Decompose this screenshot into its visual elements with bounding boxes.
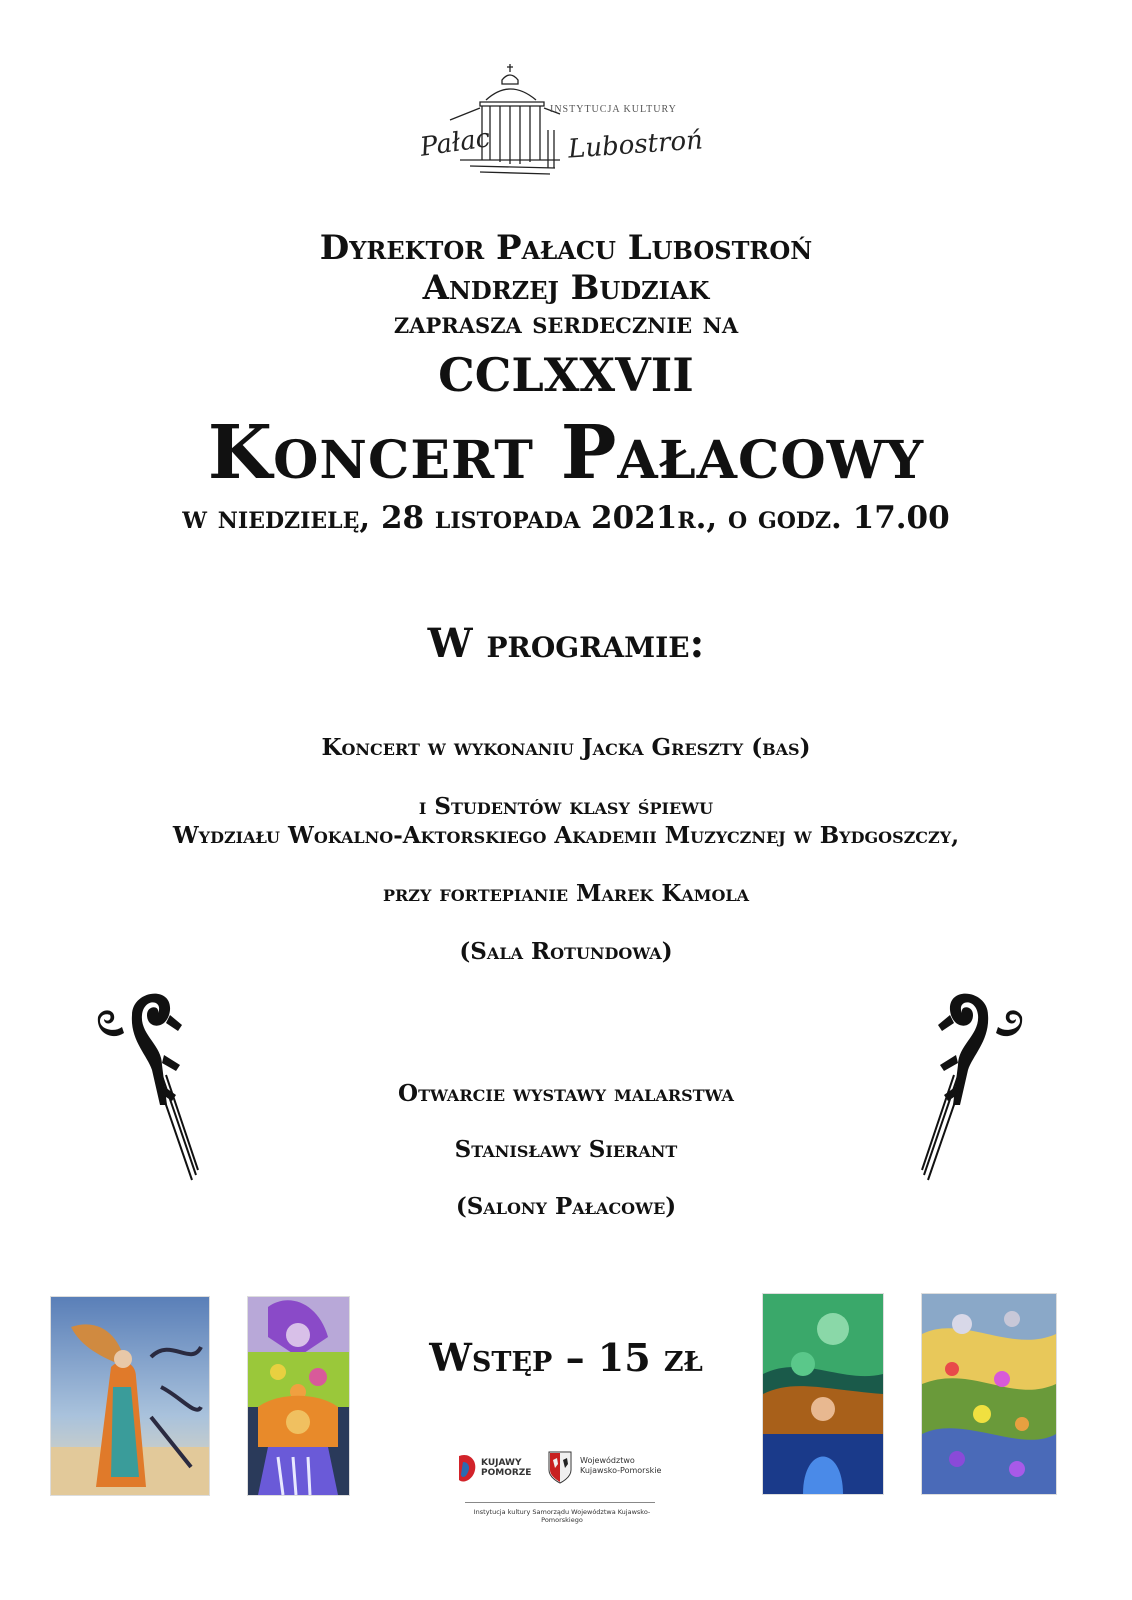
- entry-price: Wstęp – 15 zł: [429, 1335, 703, 1380]
- painting-angel: [50, 1296, 210, 1496]
- program-line: Wydziału Wokalno-Aktorskiego Akademii Muzycznej w Bydgoszczy,: [172, 822, 960, 849]
- institution-footnote: Instytucja kultury Samorządu Województwa Kujawsko-Pomorskiego: [473, 1508, 651, 1524]
- painting-flowers: [921, 1293, 1057, 1495]
- footnote-divider: [465, 1502, 655, 1503]
- logo-subtitle: INSTYTUCJA KULTURY: [550, 104, 677, 115]
- director-name: Andrzej Budziak: [422, 268, 710, 308]
- palace-logo: [420, 60, 720, 190]
- program-heading: W programie:: [427, 620, 705, 667]
- concert-title: Koncert Pałacowy: [207, 410, 925, 496]
- logo-name-right: Lubostroń: [567, 125, 704, 165]
- voivodeship-label: Województwo Kujawsko-Pomorskie: [580, 1456, 662, 1475]
- logo-name-left: Pałac: [418, 123, 493, 163]
- concert-date: w niedzielę, 28 listopada 2021r., o godz. 17.00: [182, 500, 950, 536]
- painting-women-flowers: [247, 1296, 350, 1496]
- exhibition-line: Otwarcie wystawy malarstwa: [398, 1080, 734, 1107]
- sponsor-logos: [455, 1450, 665, 1524]
- palace-drawing-icon: [420, 60, 720, 190]
- invitation-line: zaprasza serdecznie na: [393, 306, 739, 341]
- exhibition-venue: (Salony Pałacowe): [455, 1193, 677, 1220]
- program-line: i Studentów klasy śpiewu: [418, 793, 714, 820]
- kujawy-pomorze-logo-icon: [455, 1452, 481, 1486]
- painting-green-women: [762, 1293, 884, 1495]
- kujawy-pomorze-label: KUJAWY POMORZE: [481, 1458, 532, 1478]
- program-line: przy fortepianie Marek Kamola: [382, 880, 750, 907]
- program-line: Koncert w wykonaniu Jacka Greszty (bas): [321, 734, 811, 761]
- director-line: Dyrektor Pałacu Lubostroń: [319, 228, 813, 268]
- program-venue: (Sala Rotundowa): [459, 938, 673, 965]
- concert-number: CCLXXVII: [438, 348, 694, 402]
- artist-name: Stanisławy Sierant: [454, 1136, 678, 1163]
- voivodeship-crest-icon: [547, 1450, 573, 1484]
